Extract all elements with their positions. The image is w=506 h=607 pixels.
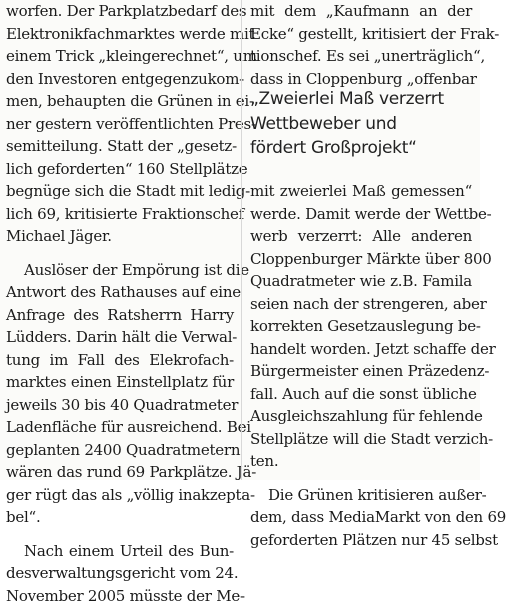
paragraph-gap [250, 473, 472, 484]
right-column-line: Cloppenburger Märkte über 800 [250, 248, 472, 271]
left-column-line: wären das rund 69 Parkplätze. Jä- [6, 461, 234, 484]
right-column-line: dass in Cloppenburg „offenbar [250, 68, 472, 91]
left-column-line: tung im Fall des Elekrofach- [6, 349, 234, 372]
right-column-line: fall. Auch auf die sonst übliche [250, 383, 472, 406]
left-column-line: ger rügt das als „völlig inakzepta- [6, 484, 234, 507]
article-column-left [6, 0, 234, 607]
right-column-line: ten. [250, 450, 472, 473]
left-column-line: Nach einem Urteil des Bun- [6, 540, 234, 563]
article-column-right-top [250, 0, 472, 90]
pull-quote-line: Wettbeweber und [250, 112, 478, 137]
right-column-line: tionschef. Es sei „unerträglich“, [250, 45, 472, 68]
left-column-line: geplanten 2400 Quadratmetern [6, 439, 234, 462]
left-column-line: marktes einen Einstellplatz für [6, 371, 234, 394]
right-column-line: mit dem „Kaufmann an der [250, 0, 472, 23]
article-column-right-bottom [250, 180, 472, 551]
left-column-line: lich 69, kritisierte Fraktionschef [6, 203, 234, 226]
right-column-line: Ausgleichszahlung für fehlende [250, 405, 472, 428]
right-column-line: mit zweierlei Maß gemessen“ [250, 180, 472, 203]
pull-quote [250, 87, 478, 161]
right-column-line: geforderten Plätzen nur 45 selbst [250, 529, 472, 552]
left-column-line: lich geforderten“ 160 Stellplätze [6, 158, 234, 181]
right-column-line: handelt worden. Jetzt schaffe der [250, 338, 472, 361]
left-column-line: jeweils 30 bis 40 Quadratmeter [6, 394, 234, 417]
left-column-line: den Investoren entgegenzukom- [6, 68, 234, 91]
right-column-line: korrekten Gesetzauslegung be- [250, 315, 472, 338]
left-column-line: Elektronikfachmarktes werde mit [6, 23, 234, 46]
right-column-line: werde. Damit werde der Wettbe- [250, 203, 472, 226]
left-column-line: ner gestern veröffentlichten Pres- [6, 113, 234, 136]
right-column-line: Quadratmeter wie z.B. Famila [250, 270, 472, 293]
left-column-line: desverwaltungsgericht vom 24. [6, 562, 234, 585]
column-divider [241, 0, 242, 480]
left-column-line: Ladenfläche für ausreichend. Bei [6, 416, 234, 439]
paragraph-gap [6, 529, 234, 540]
right-column-line: werb verzerrt: Alle anderen [250, 225, 472, 248]
right-column-line: Die Grünen kritisieren außer- [250, 484, 472, 507]
right-column-line: Bürgermeister einen Präzedenz- [250, 360, 472, 383]
left-column-line: bel“. [6, 506, 234, 529]
right-column-line: Ecke“ gestellt, kritisiert der Frak- [250, 23, 472, 46]
right-column-line: Stellplätze will die Stadt verzich- [250, 428, 472, 451]
left-column-line: worfen. Der Parkplatzbedarf des [6, 0, 234, 23]
right-column-line: seien nach der strengeren, aber [250, 293, 472, 316]
paragraph-gap [6, 248, 234, 259]
left-column-line: Anfrage des Ratsherrn Harry [6, 304, 234, 327]
left-column-line: einem Trick „kleingerechnet“, um [6, 45, 234, 68]
left-column-line: Auslöser der Empörung ist die [6, 259, 234, 282]
pull-quote-line: fördert Großprojekt“ [250, 136, 478, 161]
left-column-line: semitteilung. Statt der „gesetz- [6, 135, 234, 158]
left-column-line: November 2005 müsste der Me- [6, 585, 234, 607]
pull-quote-line: „Zweierlei Maß verzerrt [250, 87, 478, 112]
left-column-line: men, behaupten die Grünen in ei- [6, 90, 234, 113]
right-column-line: dem, dass MediaMarkt von den 69 [250, 506, 472, 529]
left-column-line: Lüdders. Darin hält die Verwal- [6, 326, 234, 349]
left-column-line: begnüge sich die Stadt mit ledig- [6, 180, 234, 203]
left-column-line: Michael Jäger. [6, 225, 234, 248]
left-column-line: Antwort des Rathauses auf eine [6, 281, 234, 304]
